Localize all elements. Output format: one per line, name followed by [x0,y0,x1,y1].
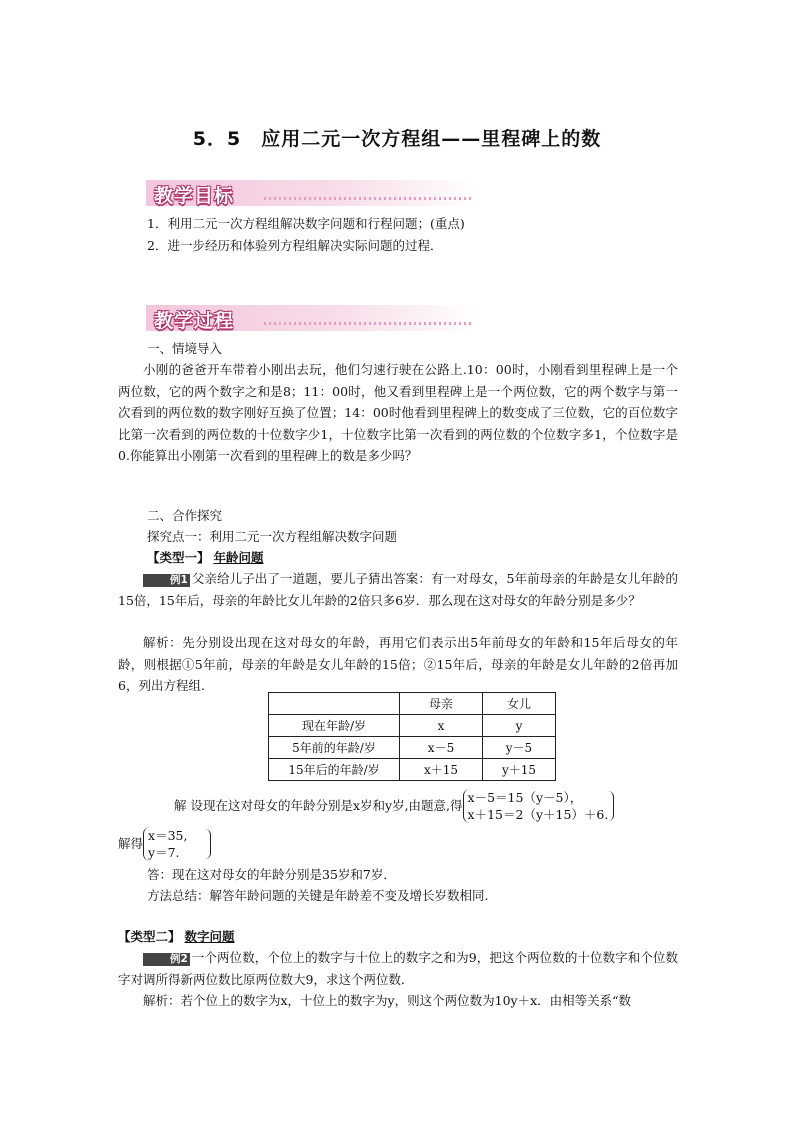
table-cell: y－5 [483,737,556,759]
banner-label: 教学目标 [154,185,235,207]
example1-text: 父亲给儿子出了一道题，要儿子猜出答案：有一对母女，5年前母亲的年龄是女儿年龄的15倍，15年后，母亲的年龄比女儿年龄的2倍只多6岁．那么现在这对母女的年龄分别是多少？ [118,571,678,608]
equation-system-1 [463,789,609,823]
table-cell: 5年前的年龄/岁 [269,737,400,759]
table-cell: 15年后的年龄/岁 [269,759,400,781]
type2-heading [118,926,235,948]
equation: y＝7. [148,845,180,860]
banner-dots [264,322,474,325]
table-cell: 母亲 [400,693,483,715]
example2-analysis [118,990,678,1012]
equation-system-2 [143,827,187,861]
objective-item: 2．进一步经历和体验列方程组解决实际问题的过程． [147,238,443,253]
coop-heading: 二、合作探究 [147,508,223,523]
page-title: 5．5 应用二元一次方程组——里程碑上的数 [192,128,602,150]
answer-text: 答：现在这对母女的年龄分别是35岁和7岁． [147,867,396,882]
type1-name: 年龄问题 [213,550,264,565]
example1 [118,568,678,611]
table-row [269,759,556,781]
example-tag: 例2 [143,953,190,966]
type1-label: 【类型一】 [147,550,210,565]
intro-heading: 一、情境导入 [147,341,223,356]
brace-close [205,829,211,859]
banner-dots [264,197,474,200]
point-heading: 探究点一：利用二元一次方程组解决数字问题 [147,529,398,544]
solution-prefix: 解 设现在这对母女的年龄分别是x岁和y岁,由题意,得 [174,798,463,813]
example2 [118,947,678,990]
intro-text: 小刚的爸爸开车带着小刚出去玩，他们匀速行驶在公路上.10：00时，小刚看到里程碑上是一个两位数，它的两个数字之和是8；11：00时，他又看到里程碑上是一个两位数，它的两个数字与第一次看到的两位数的数字刚好互换了位置；14：00时他看到里程碑上的数变成了三位数，它的百位数字比第一次看到的两位数的十位数字少1，十位数字比第一次看到的两位数的个位数字多1，个位数字是0.你能算出小刚第一次看到的里程碑上的数是多少吗？ [118,362,678,463]
example2-text: 一个两位数，个位上的数字与十位上的数字之和为9，把这个两位数的十位数字和个位数字对调所得新两位数比原两位数大9，求这个两位数． [118,950,678,987]
table-row [269,693,556,715]
method-summary: 方法总结：解答年龄问题的关键是年龄差不变及增长岁数相同. [147,888,489,903]
table-cell: y [483,715,556,737]
example1-analysis [118,632,678,697]
table-cell: y＋15 [483,759,556,781]
table-cell [269,693,400,715]
equation: x－5＝15（y－5）， [467,790,583,805]
age-table [268,692,556,781]
type1-heading [147,547,264,569]
analysis-text: 解析：先分别设出现在这对母女的年龄，再用它们表示出5年前母女的年龄和15年后母女的年龄，则根据①5年前，母亲的年龄是女儿年龄的15倍；②15年后，母亲的年龄是女儿年龄的2倍再加6，列出方程组. [118,635,678,693]
table-cell: x [400,715,483,737]
table-cell: x－5 [400,737,483,759]
table-cell: 现在年龄/岁 [269,715,400,737]
objective-item: 1．利用二元一次方程组解决数字问题和行程问题；(重点) [147,216,465,231]
banner-label: 教学过程 [154,310,235,332]
table-row [269,737,556,759]
table-row [269,715,556,737]
analysis-text: 解析：若个位上的数字为x，十位上的数字为y，则这个两位数为10y＋x．由相等关系“数 [143,993,632,1008]
type2-name: 数字问题 [184,929,235,944]
table-cell: 女儿 [483,693,556,715]
table-cell: x＋15 [400,759,483,781]
solution-setup [174,789,614,823]
equation: x＝35, [148,828,188,843]
solution-result [118,827,211,861]
section-banner-process [146,305,476,331]
section-banner-objectives [146,180,476,206]
example-tag: 例1 [143,574,190,587]
intro-paragraph [118,359,678,467]
solved-prefix: 解得 [118,836,144,851]
equation: x＋15＝2（y＋15）＋6. [467,807,609,822]
brace-close [608,791,614,821]
type2-label: 【类型二】 [118,929,181,944]
